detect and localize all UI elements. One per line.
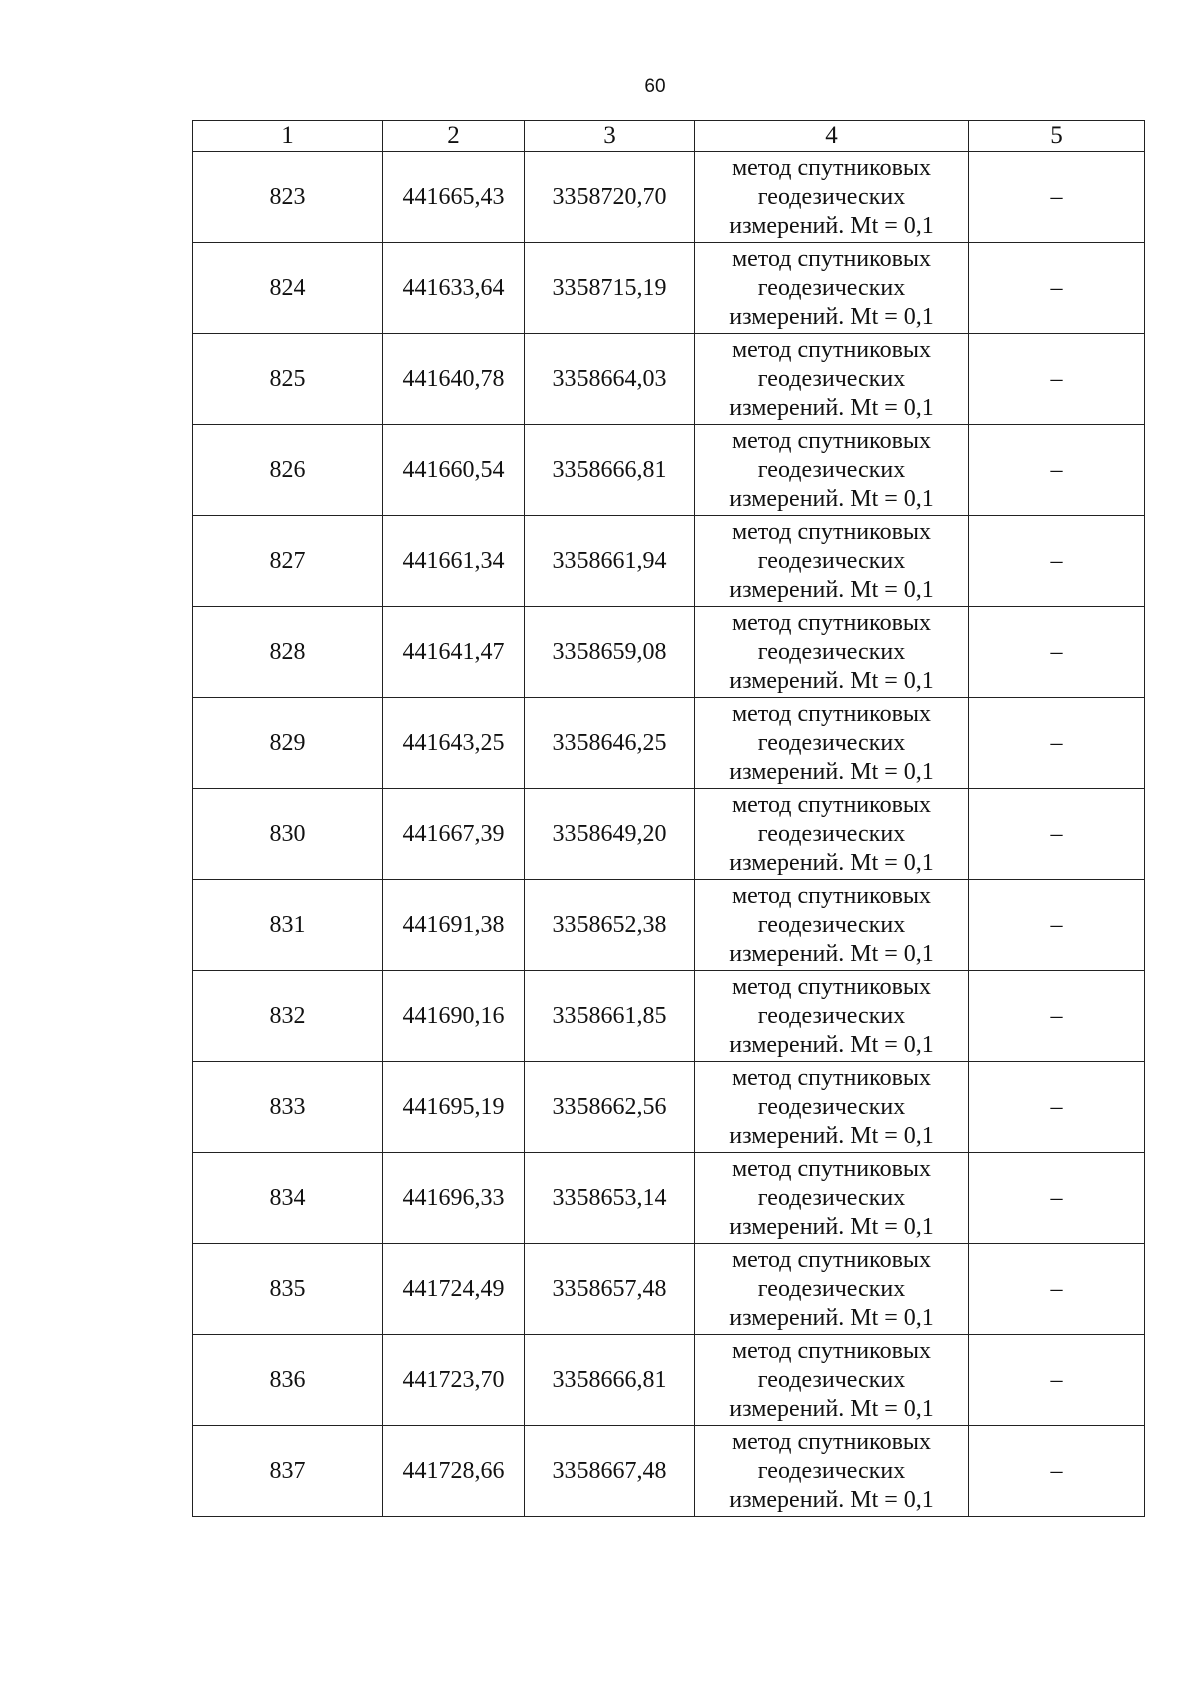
method-cell: [695, 1153, 969, 1244]
header-col-1: 1: [193, 121, 383, 152]
method-line: метод спутниковых: [731, 1155, 932, 1182]
method-line: метод спутниковых: [731, 154, 932, 181]
x-coordinate-cell: 441724,49: [383, 1244, 525, 1335]
point-number-cell: 831: [193, 880, 383, 971]
point-number-cell: 828: [193, 607, 383, 698]
method-line: метод спутниковых: [731, 609, 932, 636]
method-line: измерений. Mt = 0,1: [729, 576, 934, 603]
note-cell: –: [969, 1335, 1145, 1426]
method-cell: [695, 334, 969, 425]
method-line: геодезических: [757, 1184, 906, 1211]
table-row: [193, 1426, 1145, 1517]
method-line: метод спутниковых: [731, 518, 932, 545]
note-cell: –: [969, 1426, 1145, 1517]
method-line: геодезических: [757, 729, 906, 756]
point-number-cell: 829: [193, 698, 383, 789]
method-line: геодезических: [757, 183, 906, 210]
method-line: метод спутниковых: [731, 1337, 932, 1364]
note-cell: –: [969, 1153, 1145, 1244]
point-number-cell: 823: [193, 152, 383, 243]
table-row: [193, 698, 1145, 789]
method-line: метод спутниковых: [731, 1064, 932, 1091]
y-coordinate-cell: 3358666,81: [525, 1335, 695, 1426]
y-coordinate-cell: 3358715,19: [525, 243, 695, 334]
x-coordinate-cell: 441723,70: [383, 1335, 525, 1426]
point-number-cell: 830: [193, 789, 383, 880]
x-coordinate-cell: 441695,19: [383, 1062, 525, 1153]
y-coordinate-cell: 3358662,56: [525, 1062, 695, 1153]
note-cell: –: [969, 971, 1145, 1062]
table-row: [193, 334, 1145, 425]
table-row: [193, 1244, 1145, 1335]
y-coordinate-cell: 3358649,20: [525, 789, 695, 880]
method-line: измерений. Mt = 0,1: [729, 394, 934, 421]
method-cell: [695, 789, 969, 880]
y-coordinate-cell: 3358720,70: [525, 152, 695, 243]
method-line: измерений. Mt = 0,1: [729, 485, 934, 512]
method-line: измерений. Mt = 0,1: [729, 1031, 934, 1058]
coordinates-table: [192, 120, 1145, 1517]
method-line: метод спутниковых: [731, 700, 932, 727]
note-cell: –: [969, 1244, 1145, 1335]
table-row: [193, 607, 1145, 698]
method-cell: [695, 1426, 969, 1517]
x-coordinate-cell: 441696,33: [383, 1153, 525, 1244]
x-coordinate-cell: 441690,16: [383, 971, 525, 1062]
method-cell: [695, 243, 969, 334]
x-coordinate-cell: 441667,39: [383, 789, 525, 880]
point-number-cell: 832: [193, 971, 383, 1062]
method-line: метод спутниковых: [731, 245, 932, 272]
y-coordinate-cell: 3358667,48: [525, 1426, 695, 1517]
method-line: геодезических: [757, 1093, 906, 1120]
method-line: геодезических: [757, 1366, 906, 1393]
method-line: геодезических: [757, 1275, 906, 1302]
note-cell: –: [969, 516, 1145, 607]
method-cell: [695, 971, 969, 1062]
table-row: [193, 971, 1145, 1062]
method-line: геодезических: [757, 820, 906, 847]
method-line: измерений. Mt = 0,1: [729, 303, 934, 330]
method-line: измерений. Mt = 0,1: [729, 212, 934, 239]
table-row: [193, 152, 1145, 243]
method-line: метод спутниковых: [731, 1428, 932, 1455]
y-coordinate-cell: 3358666,81: [525, 425, 695, 516]
table-row: [193, 425, 1145, 516]
method-line: геодезических: [757, 638, 906, 665]
table-body: [193, 152, 1145, 1517]
method-line: измерений. Mt = 0,1: [729, 667, 934, 694]
method-line: геодезических: [757, 1457, 906, 1484]
note-cell: –: [969, 789, 1145, 880]
method-line: измерений. Mt = 0,1: [729, 758, 934, 785]
x-coordinate-cell: 441728,66: [383, 1426, 525, 1517]
note-cell: –: [969, 425, 1145, 516]
point-number-cell: 825: [193, 334, 383, 425]
table-row: [193, 789, 1145, 880]
method-cell: [695, 698, 969, 789]
note-cell: –: [969, 1062, 1145, 1153]
y-coordinate-cell: 3358659,08: [525, 607, 695, 698]
y-coordinate-cell: 3358646,25: [525, 698, 695, 789]
method-line: геодезических: [757, 547, 906, 574]
method-cell: [695, 880, 969, 971]
x-coordinate-cell: 441633,64: [383, 243, 525, 334]
y-coordinate-cell: 3358652,38: [525, 880, 695, 971]
method-line: геодезических: [757, 456, 906, 483]
method-line: геодезических: [757, 365, 906, 392]
y-coordinate-cell: 3358661,85: [525, 971, 695, 1062]
x-coordinate-cell: 441641,47: [383, 607, 525, 698]
header-col-2: 2: [383, 121, 525, 152]
point-number-cell: 837: [193, 1426, 383, 1517]
method-cell: [695, 1335, 969, 1426]
method-cell: [695, 152, 969, 243]
method-line: метод спутниковых: [731, 973, 932, 1000]
method-cell: [695, 425, 969, 516]
note-cell: –: [969, 880, 1145, 971]
table-row: [193, 243, 1145, 334]
method-line: геодезических: [757, 1002, 906, 1029]
method-line: измерений. Mt = 0,1: [729, 1395, 934, 1422]
point-number-cell: 833: [193, 1062, 383, 1153]
x-coordinate-cell: 441691,38: [383, 880, 525, 971]
header-col-5: 5: [969, 121, 1145, 152]
point-number-cell: 836: [193, 1335, 383, 1426]
note-cell: –: [969, 607, 1145, 698]
method-line: измерений. Mt = 0,1: [729, 940, 934, 967]
method-cell: [695, 1062, 969, 1153]
method-cell: [695, 1244, 969, 1335]
x-coordinate-cell: 441640,78: [383, 334, 525, 425]
table-row: [193, 1062, 1145, 1153]
point-number-cell: 835: [193, 1244, 383, 1335]
point-number-cell: 827: [193, 516, 383, 607]
x-coordinate-cell: 441665,43: [383, 152, 525, 243]
note-cell: –: [969, 334, 1145, 425]
point-number-cell: 824: [193, 243, 383, 334]
x-coordinate-cell: 441643,25: [383, 698, 525, 789]
method-line: измерений. Mt = 0,1: [729, 1304, 934, 1331]
x-coordinate-cell: 441660,54: [383, 425, 525, 516]
method-line: метод спутниковых: [731, 1246, 932, 1273]
note-cell: –: [969, 698, 1145, 789]
method-cell: [695, 516, 969, 607]
note-cell: –: [969, 152, 1145, 243]
y-coordinate-cell: 3358653,14: [525, 1153, 695, 1244]
header-row: [193, 121, 1145, 152]
method-line: метод спутниковых: [731, 882, 932, 909]
y-coordinate-cell: 3358657,48: [525, 1244, 695, 1335]
table-row: [193, 1335, 1145, 1426]
method-line: метод спутниковых: [731, 427, 932, 454]
header-col-3: 3: [525, 121, 695, 152]
note-cell: –: [969, 243, 1145, 334]
method-cell: [695, 607, 969, 698]
method-line: измерений. Mt = 0,1: [729, 1122, 934, 1149]
method-line: измерений. Mt = 0,1: [729, 849, 934, 876]
table-row: [193, 880, 1145, 971]
x-coordinate-cell: 441661,34: [383, 516, 525, 607]
page-number: 60: [644, 76, 666, 97]
y-coordinate-cell: 3358661,94: [525, 516, 695, 607]
table-row: [193, 1153, 1145, 1244]
table-row: [193, 516, 1145, 607]
method-line: геодезических: [757, 911, 906, 938]
point-number-cell: 826: [193, 425, 383, 516]
method-line: геодезических: [757, 274, 906, 301]
method-line: метод спутниковых: [731, 791, 932, 818]
point-number-cell: 834: [193, 1153, 383, 1244]
header-col-4: 4: [695, 121, 969, 152]
method-line: метод спутниковых: [731, 336, 932, 363]
method-line: измерений. Mt = 0,1: [729, 1213, 934, 1240]
y-coordinate-cell: 3358664,03: [525, 334, 695, 425]
method-line: измерений. Mt = 0,1: [729, 1486, 934, 1513]
